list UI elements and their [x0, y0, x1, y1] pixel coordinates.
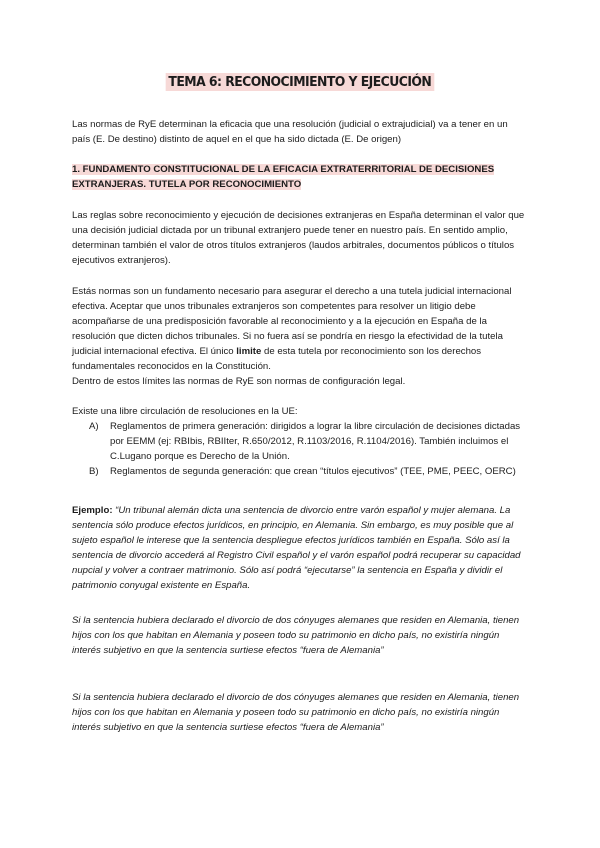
- section-1-heading-text: 1. FUNDAMENTO CONSTITUCIONAL DE LA EFICACIA EXTRATERRITORIAL DE DECISIONES EXTRANJERAS. TUTELA POR RECONOCIMIENTO: [72, 164, 495, 190]
- continuation-paragraph-2: [72, 690, 528, 735]
- list-item-text: Reglamentos de segunda generación: que crean “títulos ejecutivos” (TEE, PME, PEEC, OERC): [110, 466, 516, 477]
- continuation-2-text: Si la sentencia hubiera declarado el divorcio de dos cónyuges alemanes que residen en Alemania, tienen hijos con los que habitan en Alemania y poseen todo su patrimonio en dicho país, no existiría ningún interés subjetivo en que la sentencia surtiese efectos “fuera de Alemania”: [72, 692, 520, 733]
- example-text-wrap: [72, 503, 528, 593]
- continuation-paragraph-1: [72, 613, 528, 658]
- paragraph-1: [72, 208, 528, 268]
- paragraph-2-bold: limite: [236, 346, 262, 357]
- list-item: [72, 419, 528, 464]
- paragraph-3: [72, 404, 528, 479]
- title-wrap: [0, 73, 600, 91]
- example-label: Ejemplo:: [72, 505, 113, 516]
- list-item-text: Reglamentos de primera generación: dirigidos a lograr la libre circulación de decisiones dictadas por EEMM (ej: RBIbis, RBIIter, R.650/2012, R.1103/2016, R.1104/2016). También incluimos el C.Lugano porque es Derecho de la Unión.: [110, 421, 521, 462]
- paragraph-2-after: de esta tutela por reconocimiento son los derechos fundamentales reconocidos en la Constitución.: [72, 346, 482, 372]
- intro-text: Las normas de RyE determinan la eficacia que una resolución (judicial o extrajudicial) va a tener en un país (E. De destino) distinto de aquel en el que ha sido dictada (E. De origen): [72, 119, 508, 145]
- example-paragraph: [72, 503, 528, 593]
- paragraph-2-line2: Dentro de estos límites las normas de RyE son normas de configuración legal.: [72, 376, 406, 387]
- paragraph-3-lead: Existe una libre circulación de resoluciones en la UE:: [72, 406, 298, 417]
- section-1-heading: [72, 162, 524, 192]
- continuation-1-text: Si la sentencia hubiera declarado el divorcio de dos cónyuges alemanes que residen en Alemania, tienen hijos con los que habitan en Alemania y poseen todo su patrimonio en dicho país, no existiría ningún interés subjetivo en que la sentencia surtiese efectos “fuera de Alemania”: [72, 615, 520, 656]
- example-text: “Un tribunal alemán dicta una sentencia de divorcio entre varón español y mujer alemana. La sentencia sólo produce efectos jurídicos, en principio, en Alemania. Sin embargo, es muy posible que al sujeto español le interese que la sentencia despliegue efectos jurídicos también en España. Sólo así la sentencia de divorcio accederá al Registro Civil español y el varón español podrá recuperar su capacidad nupcial y volver a contraer matrimonio. Sólo así podrá “ejecutarse” la sentencia en España y dividir el patrimonio conyugal existente en España.: [72, 505, 521, 591]
- paragraph-2-text: [72, 284, 528, 374]
- list-marker: B): [89, 466, 99, 477]
- page-title: TEMA 6: RECONOCIMIENTO Y EJECUCIÓN: [166, 73, 434, 91]
- list-marker: A): [89, 421, 99, 432]
- intro-paragraph: [72, 117, 528, 147]
- list-item: [72, 464, 528, 479]
- paragraph-2-before: Estás normas son un fundamento necesario para asegurar el derecho a una tutela judicial internacional efectiva. Aceptar que unos tribunales extranjeros son competentes para resolver un litigio debe acompañarse de una predisposición favorable al reconocimiento y a la ejecución en España de la resolución que dicten dichos tribunales. Si no fuera así se pondría en riesgo la efectividad de la tutela judicial internacional efectiva. El único: [72, 286, 512, 357]
- regulation-list: [72, 419, 528, 479]
- paragraph-1-text: Las reglas sobre reconocimiento y ejecución de decisiones extranjeras en España determinan el valor que una decisión judicial dictada por un tribunal extranjero puede tener en nuestro país. En sentido amplio, determinan también el valor de otros títulos extranjeros (laudos arbitrales, documentos públicos o títulos ejecutivos extranjeros).: [72, 210, 525, 266]
- paragraph-2: [72, 284, 528, 389]
